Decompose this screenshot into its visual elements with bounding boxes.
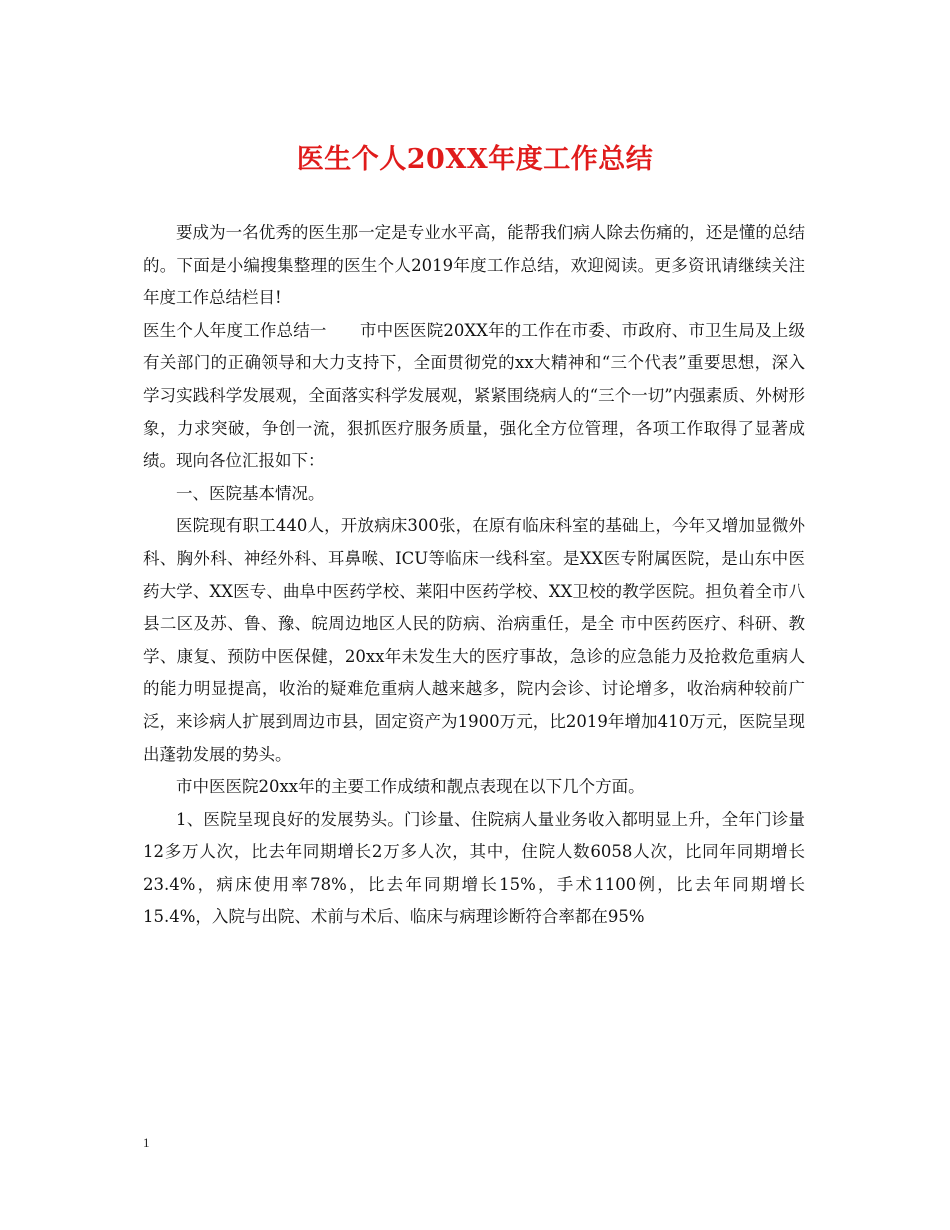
section-heading-basic-situation: 一、医院基本情况。 bbox=[176, 483, 325, 503]
paragraph-summary-one: 医生个人年度工作总结一 市中医医院20XX年的工作在市委、市政府、市卫生局及上级有关部门的正确领导和大力支持下，全面贯彻党的xx大精神和“三个代表”重要思想，深入学习实践科学发展观，全面落实科学发展观，紧紧围绕病人的“三个一切”内强素质、外树形象，力求突破，争创一流，狠抓医疗服务质量，强化全方位管理，各项工作取得了显著成绩。现向各位汇报如下： bbox=[143, 320, 805, 471]
document-title: 医生个人20XX年度工作总结 bbox=[296, 144, 654, 175]
paragraph-intro: 要成为一名优秀的医生那一定是专业水平高，能帮我们病人除去伤痛的，还是懂的总结的。下面是小编搜集整理的医生个人2019年度工作总结，欢迎阅读。更多资讯请继续关注年度工作总结栏目! bbox=[143, 223, 805, 308]
paragraph-development-trend: 1、医院呈现良好的发展势头。门诊量、住院病人量业务收入都明显上升，全年门诊量12多万人次，比去年同期增长2万多人次，其中，住院人数6058人次，比同年同期增长23.4%，病床使用率78%，比去年同期增长15%，手术1100例，比去年同期增长15.4%，入院与出院、术前与术后、临床与病理诊断符合率都在95% bbox=[143, 809, 805, 927]
paragraph-hospital-staff: 医院现有职工440人，开放病床300张，在原有临床科室的基础上，今年又增加显微外科、胸外科、神经外科、耳鼻喉、ICU等临床一线科室。是XX医专附属医院，是山东中医药大学、XX医专、曲阜中医药学校、莱阳中医药学校、XX卫校的教学医院。担负着全市八县二区及苏、鲁、豫、皖周边地区人民的防病、治病重任，是全 市中医药医疗、科研、教学、康复、预防中医保健，20xx年未发生大的医疗事故，急诊的应急能力及抢救危重病人的能力明显提高，收治的疑难危重病人越来越多，院内会诊、讨论增多，收治病种较前广泛，来诊病人扩展到周边市县，固定资产为1900万元，比2019年增加410万元，医院呈现出蓬勃发展的势头。 bbox=[143, 516, 805, 764]
paragraph-main-achievements: 市中医医院20xx年的主要工作成绩和靓点表现在以下几个方面。 bbox=[176, 777, 645, 797]
page-number: 1 bbox=[143, 1135, 150, 1150]
document-body bbox=[143, 217, 805, 934]
